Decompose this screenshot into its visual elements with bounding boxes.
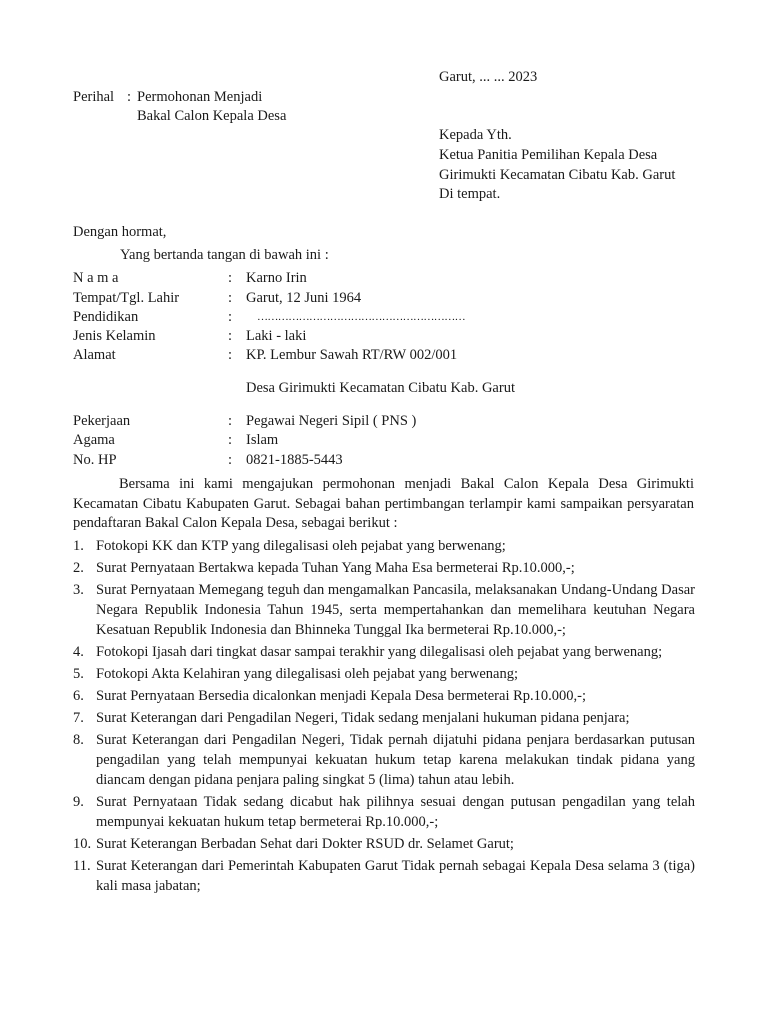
identity-colon: :: [228, 328, 233, 344]
place-date: Garut, ... ... 2023: [439, 69, 538, 85]
item-number: 1.: [73, 538, 84, 554]
item-number: 4.: [73, 644, 84, 661]
perihal-label: Perihal: [73, 89, 115, 105]
item-text: Surat Pernyataan Tidak sedang dicabut hak pilihnya sesuai dengan putusan pengadilan yang telah mempunyai kekuatan hukum tetap bermeterai Rp.10.000,-;: [96, 794, 695, 831]
item-text: Fotokopi Ijasah dari tingkat dasar sampai terakhir yang dilegalisasi oleh pejabat yang berwenang;: [96, 644, 663, 661]
identity-label: Pendidikan: [73, 309, 139, 325]
item-number: 6.: [73, 688, 84, 705]
list-item: [73, 731, 695, 791]
identity-value: Laki - laki: [246, 328, 307, 344]
item-number: 5.: [73, 666, 84, 683]
list-item: [73, 665, 695, 685]
identity-label: Jenis Kelamin: [73, 328, 156, 344]
identity-label: Agama: [73, 432, 115, 448]
identity-row: [73, 307, 693, 327]
intro-line: Yang bertanda tangan di bawah ini :: [120, 247, 329, 263]
list-item: [73, 559, 695, 579]
identity-colon: :: [228, 309, 233, 325]
identity-row: [73, 288, 693, 308]
identity-value: 0821-1885-5443: [246, 452, 343, 468]
identity-label: N a m a: [73, 270, 119, 286]
list-item: [73, 835, 695, 855]
item-text: Fotokopi KK dan KTP yang dilegalisasi oleh pejabat yang berwenang;: [96, 538, 506, 554]
item-text: Surat Keterangan dari Pemerintah Kabupaten Garut Tidak pernah sebagai Kepala Desa selama 3 (tiga) kali masa jabatan;: [96, 858, 695, 895]
identity-row: [73, 326, 693, 346]
identity-label: Tempat/Tgl. Lahir: [73, 290, 180, 306]
identity-colon: :: [228, 347, 233, 363]
perihal-colon: :: [127, 89, 132, 105]
identity-value: KP. Lembur Sawah RT/RW 002/001: [246, 347, 458, 363]
identity-value: Karno Irin: [246, 270, 307, 286]
item-number: 11.: [73, 858, 91, 875]
recipient-line-2: Ketua Panitia Pemilihan Kepala Desa: [439, 147, 658, 163]
requirements-list: [73, 537, 695, 899]
identity-colon: :: [228, 270, 233, 286]
identity-value: ……………………………………………………: [257, 311, 466, 323]
item-text: Fotokopi Akta Kelahiran yang dilegalisasi oleh pejabat yang berwenang;: [96, 666, 518, 683]
identity-row: [73, 411, 693, 431]
identity-label: Pekerjaan: [73, 413, 131, 429]
list-item: [73, 537, 695, 557]
identity-colon: :: [228, 432, 233, 448]
identity-row: [73, 378, 693, 398]
item-text: Surat Keterangan dari Pengadilan Negeri, Tidak pernah dijatuhi pidana penjara berdasarkan putusan pengadilan yang telah mempunyai kekuatan hukum tetap karena melakukan tindak pidana yang diancam dengan pidana penjara paling singkat 5 (lima) tahun atau lebih.: [96, 732, 695, 789]
item-text: Surat Keterangan dari Pengadilan Negeri, Tidak sedang menjalani hukuman pidana penjara;: [96, 710, 630, 727]
body-paragraph: Bersama ini kami mengajukan permohonan menjadi Bakal Calon Kepala Desa Girimukti Kecamatan Cibatu Kabupaten Garut. Sebagai bahan pertimbangan terlampir kami sampaikan persyaratan pendaftaran Bakal Calon Kepala Desa, sebagai berikut :: [73, 476, 694, 531]
item-text: Surat Pernyataan Bersedia dicalonkan menjadi Kepala Desa bermeterai Rp.10.000,-;: [96, 688, 587, 705]
identity-value: Desa Girimukti Kecamatan Cibatu Kab. Garut: [246, 380, 515, 396]
identity-value: Islam: [246, 432, 279, 448]
identity-row: [73, 430, 693, 450]
identity-value: Pegawai Negeri Sipil ( PNS ): [246, 413, 417, 429]
list-item: [73, 581, 695, 641]
item-number: 2.: [73, 560, 84, 577]
identity-label: No. HP: [73, 452, 117, 468]
item-number: 8.: [73, 732, 84, 749]
identity-colon: :: [228, 290, 233, 306]
list-item: [73, 709, 695, 729]
recipient-line-1: Kepada Yth.: [439, 127, 512, 143]
identity-colon: :: [228, 413, 233, 429]
item-number: 3.: [73, 582, 84, 599]
list-item: [73, 643, 695, 663]
perihal-line-1: Permohonan Menjadi: [137, 89, 263, 105]
identity-row: [73, 450, 693, 470]
item-number: 10.: [73, 836, 92, 853]
item-text: Surat Pernyataan Memegang teguh dan mengamalkan Pancasila, melaksanakan Undang-Undang Dasar Negara Republik Indonesia Tahun 1945, serta mempertahankan dan memelihara keutuhan Negara Kesatuan Republik Indonesia dan Bhinneka Tunggal Ika bermeterai Rp.10.000,-;: [96, 582, 695, 638]
identity-row: [73, 345, 693, 365]
identity-row: [73, 268, 693, 288]
list-item: [73, 857, 695, 897]
identity-value: Garut, 12 Juni 1964: [246, 290, 362, 306]
perihal-line-2: Bakal Calon Kepala Desa: [137, 108, 287, 124]
recipient-line-3: Girimukti Kecamatan Cibatu Kab. Garut: [439, 167, 676, 183]
identity-colon: :: [228, 452, 233, 468]
greeting: Dengan hormat,: [73, 224, 167, 240]
item-number: 7.: [73, 710, 84, 727]
list-item: [73, 793, 695, 833]
recipient-line-4: Di tempat.: [439, 186, 501, 202]
identity-label: Alamat: [73, 347, 116, 363]
item-number: 9.: [73, 794, 84, 811]
list-item: [73, 687, 695, 707]
item-text: Surat Pernyataan Bertakwa kepada Tuhan Yang Maha Esa bermeterai Rp.10.000,-;: [96, 560, 575, 577]
item-text: Surat Keterangan Berbadan Sehat dari Dokter RSUD dr. Selamet Garut;: [96, 836, 514, 853]
